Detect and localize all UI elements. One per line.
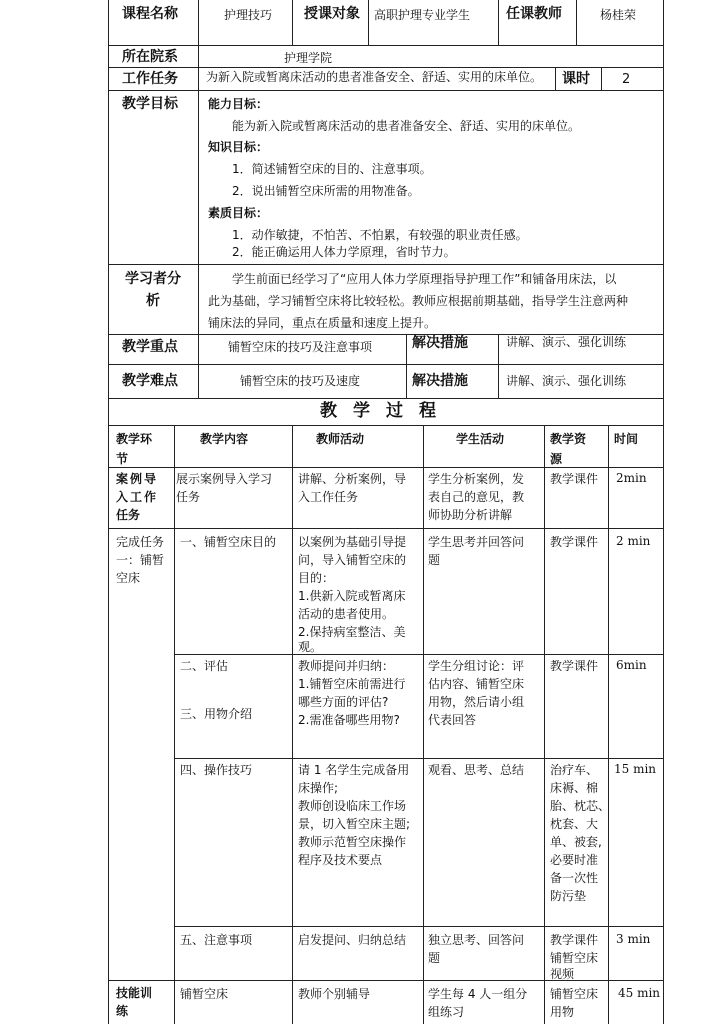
row2-time: 2 min — [616, 534, 651, 548]
difficulty-value: 铺暂空床的技巧及速度 — [240, 374, 361, 388]
process-title: 教学过程 — [320, 401, 452, 421]
quality-item-2: 2．能正确运用人体力学原理，省时节力。 — [232, 245, 456, 259]
row3-resource: 教学课件 — [550, 659, 599, 673]
row6-resource-2: 用物 — [550, 1005, 575, 1019]
analysis-line-3: 铺床法的异同，重点在质量和速度上提升。 — [208, 316, 437, 330]
difficulty-measure-label: 解决措施 — [412, 373, 468, 389]
ability-text: 能为新入院或暂离床活动的患者准备安全、舒适、实用的床单位。 — [232, 119, 581, 133]
stage2-line-2: 一：铺暂 — [116, 553, 165, 567]
row-divider — [174, 758, 664, 759]
row3-content-1: 二、评估 — [180, 659, 229, 673]
row-divider — [108, 980, 664, 981]
row4-teacher-2: 床操作; — [298, 781, 339, 795]
row1-teacher-2: 入工作任务 — [298, 490, 359, 504]
col-header-time: 时间 — [614, 432, 639, 446]
row4-content: 四、操作技巧 — [180, 763, 253, 777]
col-divider — [406, 334, 407, 398]
col-header-resource-1: 教学资 — [550, 432, 587, 446]
row3-teacher-4: 2.需准备哪些用物? — [298, 713, 400, 727]
row-divider — [108, 398, 664, 399]
row2-teacher-2: 问，导入铺暂空床的 — [298, 553, 407, 567]
row1-teacher-1: 讲解、分析案例，导 — [298, 472, 407, 486]
row-divider — [108, 528, 664, 529]
table-left-border — [108, 0, 109, 1024]
row4-teacher-4: 景，切入暂空床主题; — [298, 817, 411, 831]
col-divider — [198, 90, 199, 334]
row4-resource-5: 单、被套, — [550, 835, 602, 849]
audience-value: 高职护理专业学生 — [374, 8, 471, 22]
ability-title: 能力目标： — [208, 97, 269, 111]
row4-resource-3: 胎、枕芯、 — [550, 799, 611, 813]
row2-teacher-7: 观。 — [298, 640, 323, 654]
row2-resource: 教学课件 — [550, 535, 599, 549]
row4-teacher-6: 程序及技术要点 — [298, 853, 383, 867]
quality-title: 素质目标： — [208, 206, 269, 220]
row3-teacher-1: 教师提问并归纳： — [298, 659, 395, 673]
row5-teacher: 启发提问、归纳总结 — [298, 933, 407, 947]
row-divider — [174, 926, 664, 927]
knowledge-item-2: 2．说出铺暂空床所需的用物准备。 — [232, 184, 420, 198]
col-divider — [576, 0, 577, 45]
row5-resource-2: 铺暂空床 — [550, 951, 599, 965]
row6-student-2: 组练习 — [428, 1005, 465, 1019]
row3-student-1: 学生分组讨论：评 — [428, 659, 525, 673]
knowledge-item-1: 1．简述铺暂空床的目的、注意事项。 — [232, 162, 432, 176]
row1-content-2: 任务 — [176, 490, 201, 504]
row2-student-1: 学生思考并回答问 — [428, 535, 525, 549]
row-divider — [108, 364, 664, 365]
col-divider — [498, 334, 499, 398]
col-divider — [198, 67, 199, 90]
row3-student-4: 代表回答 — [428, 713, 477, 727]
key-value: 铺暂空床的技巧及注意事项 — [228, 340, 373, 354]
row2-teacher-1: 以案例为基础引导提 — [298, 535, 407, 549]
col-header-student: 学生活动 — [456, 432, 505, 446]
row4-teacher-3: 教师创设临床工作场 — [298, 799, 407, 813]
course-value: 护理技巧 — [224, 8, 273, 22]
row4-resource-4: 枕套、大 — [550, 817, 599, 831]
row2-teacher-4: 1.供新入院或暂离床 — [298, 589, 406, 603]
row3-student-2: 估内容、铺暂空床 — [428, 677, 525, 691]
row5-student-2: 题 — [428, 951, 441, 965]
row2-teacher-6: 2.保持病室整洁、美 — [298, 625, 406, 639]
row5-student-1: 独立思考、回答问 — [428, 933, 525, 947]
col-divider — [292, 425, 293, 1024]
row6-content: 铺暂空床 — [180, 987, 229, 1001]
knowledge-title: 知识目标： — [208, 140, 269, 154]
row2-student-2: 题 — [428, 553, 441, 567]
row3-teacher-2: 1.铺暂空床前需进行 — [298, 677, 406, 691]
row4-resource-2: 床褥、棉 — [550, 781, 599, 795]
col-header-stage-2: 节 — [116, 452, 129, 466]
row-divider — [108, 264, 664, 265]
row1-student-2: 表自己的意见，教 — [428, 490, 525, 504]
row6-student-1: 学生每 4 人一组分 — [428, 987, 528, 1001]
row6-stage-1: 技能训 — [116, 986, 153, 1000]
row4-time: 15 min — [614, 762, 657, 776]
key-label: 教学重点 — [122, 339, 178, 355]
row1-time: 2min — [616, 471, 647, 485]
col-divider — [608, 425, 609, 1024]
row6-teacher: 教师个别辅导 — [298, 987, 371, 1001]
row1-stage-1: 案例导 — [116, 472, 159, 486]
col-divider — [292, 0, 293, 45]
col-divider — [368, 0, 369, 45]
key-measure-label: 解决措施 — [412, 335, 468, 351]
row-divider — [108, 90, 664, 91]
row2-teacher-5: 活动的患者使用。 — [298, 607, 395, 621]
table-right-border — [663, 0, 664, 1024]
row6-time: 45 min — [618, 986, 661, 1000]
difficulty-label: 教学难点 — [122, 373, 178, 389]
dept-label: 所在院系 — [122, 49, 178, 65]
goals-label: 教学目标 — [122, 96, 178, 112]
dept-value: 护理学院 — [284, 51, 333, 65]
analysis-line-1: 学生前面已经学习了“应用人体力学原理指导护理工作”和铺备用床法，以 — [232, 272, 617, 286]
col-header-resource-2: 源 — [550, 452, 563, 466]
course-label: 课程名称 — [122, 6, 178, 22]
row3-student-3: 用物，然后请小组 — [428, 695, 525, 709]
row6-resource-1: 铺暂空床 — [550, 987, 599, 1001]
row4-resource-8: 防污垫 — [550, 889, 587, 903]
row-divider — [108, 467, 664, 468]
row3-teacher-3: 哪些方面的评估? — [298, 695, 389, 709]
stage2-line-1: 完成任务 — [116, 535, 165, 549]
teacher-label: 任课教师 — [506, 6, 562, 22]
row5-resource-1: 教学课件 — [550, 933, 599, 947]
row2-teacher-3: 目的： — [298, 571, 335, 585]
row5-content: 五、注意事项 — [180, 933, 253, 947]
col-divider — [423, 425, 424, 1024]
teacher-value: 杨桂荣 — [600, 8, 637, 22]
analysis-label-1: 学习者分 — [125, 271, 181, 287]
row4-student: 观看、思考、总结 — [428, 763, 525, 777]
row1-student-1: 学生分析案例，发 — [428, 472, 525, 486]
col-header-stage-1: 教学环 — [116, 432, 153, 446]
row3-time: 6min — [616, 658, 647, 672]
difficulty-measure-value: 讲解、演示、强化训练 — [506, 374, 627, 388]
row1-stage-2: 入工作 — [116, 490, 159, 504]
col-divider — [198, 0, 199, 67]
analysis-label-2: 析 — [146, 293, 160, 309]
row4-teacher-1: 请 1 名学生完成备用 — [298, 763, 410, 777]
stage2-line-3: 空床 — [116, 571, 141, 585]
quality-item-1: 1．动作敏捷，不怕苦、不怕累，有较强的职业责任感。 — [232, 228, 528, 242]
row-divider — [108, 425, 664, 426]
col-header-content: 教学内容 — [200, 432, 249, 446]
row-divider — [108, 45, 664, 46]
col-divider — [198, 334, 199, 398]
col-divider — [498, 0, 499, 45]
task-value: 为新入院或暂离床活动的患者准备安全、舒适、实用的床单位。 — [206, 70, 543, 84]
col-divider — [174, 425, 175, 1024]
row6-stage-2: 练 — [116, 1004, 129, 1018]
row1-resource: 教学课件 — [550, 472, 599, 486]
row5-time: 3 min — [616, 932, 651, 946]
row1-stage-3: 任务 — [116, 508, 141, 522]
row5-resource-3: 视频 — [550, 967, 575, 981]
row2-content: 一、铺暂空床目的 — [180, 535, 277, 549]
row-divider — [174, 654, 664, 655]
col-divider — [601, 67, 602, 90]
row4-resource-1: 治疗车、 — [550, 763, 599, 777]
row3-content-2: 三、用物介绍 — [180, 707, 253, 721]
row4-resource-7: 备一次性 — [550, 871, 599, 885]
hours-value: 2 — [622, 72, 631, 87]
hours-label: 课时 — [562, 71, 590, 87]
analysis-line-2: 此为基础，学习铺暂空床将比较轻松。教师应根据前期基础，指导学生注意两种 — [208, 294, 629, 308]
task-label: 工作任务 — [122, 71, 178, 87]
col-header-teacher: 教师活动 — [316, 432, 365, 446]
row1-student-3: 师协助分析讲解 — [428, 508, 513, 522]
key-measure-value: 讲解、演示、强化训练 — [506, 335, 627, 349]
lesson-plan-page — [108, 0, 664, 1024]
col-divider — [544, 425, 545, 1024]
audience-label: 授课对象 — [304, 6, 360, 22]
col-divider — [555, 67, 556, 90]
row4-resource-6: 必要时准 — [550, 853, 599, 867]
row1-content-1: 展示案例导入学习 — [176, 472, 273, 486]
row4-teacher-5: 教师示范暂空床操作 — [298, 835, 407, 849]
